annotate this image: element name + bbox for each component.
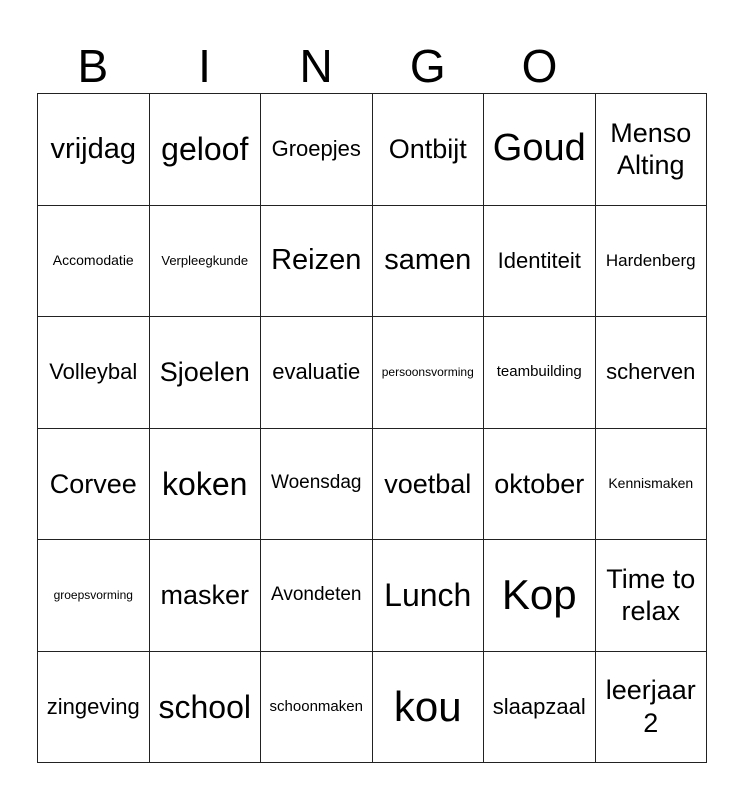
bingo-cell[interactable]: koken bbox=[150, 429, 262, 541]
bingo-cell[interactable]: samen bbox=[373, 206, 485, 318]
bingo-cell[interactable]: Goud bbox=[484, 94, 596, 206]
header-letter-o: O bbox=[521, 40, 558, 92]
bingo-cell[interactable]: Lunch bbox=[373, 540, 485, 652]
bingo-cell[interactable]: Identiteit bbox=[484, 206, 596, 318]
bingo-cell[interactable]: voetbal bbox=[373, 429, 485, 541]
bingo-cell[interactable]: schoonmaken bbox=[261, 652, 373, 764]
bingo-cell[interactable]: Hardenberg bbox=[596, 206, 708, 318]
header-letter-b: B bbox=[77, 40, 109, 92]
bingo-cell[interactable]: oktober bbox=[484, 429, 596, 541]
bingo-cell[interactable]: zingeving bbox=[38, 652, 150, 764]
bingo-cell[interactable]: Kop bbox=[484, 540, 596, 652]
bingo-cell[interactable]: groepsvorming bbox=[38, 540, 150, 652]
bingo-cell[interactable]: Menso Alting bbox=[596, 94, 708, 206]
bingo-grid bbox=[37, 93, 707, 763]
bingo-cell[interactable]: geloof bbox=[150, 94, 262, 206]
bingo-cell[interactable]: Corvee bbox=[38, 429, 150, 541]
bingo-cell[interactable]: Woensdag bbox=[261, 429, 373, 541]
bingo-cell[interactable]: Kennismaken bbox=[596, 429, 708, 541]
bingo-cell[interactable]: Avondeten bbox=[261, 540, 373, 652]
bingo-cell[interactable]: Groepjes bbox=[261, 94, 373, 206]
bingo-header bbox=[37, 38, 707, 94]
bingo-cell[interactable]: persoonsvorming bbox=[373, 317, 485, 429]
bingo-cell[interactable]: kou bbox=[373, 652, 485, 764]
header-letter-i: I bbox=[198, 40, 211, 92]
header-letter-g: G bbox=[409, 40, 446, 92]
bingo-cell[interactable]: slaapzaal bbox=[484, 652, 596, 764]
bingo-cell[interactable]: evaluatie bbox=[261, 317, 373, 429]
bingo-cell[interactable]: Accomodatie bbox=[38, 206, 150, 318]
bingo-cell[interactable]: Sjoelen bbox=[150, 317, 262, 429]
bingo-cell[interactable]: Volleybal bbox=[38, 317, 150, 429]
bingo-cell[interactable]: Time to relax bbox=[596, 540, 708, 652]
bingo-cell[interactable]: masker bbox=[150, 540, 262, 652]
bingo-cell[interactable]: Verpleegkunde bbox=[150, 206, 262, 318]
bingo-cell[interactable]: school bbox=[150, 652, 262, 764]
bingo-cell[interactable]: leerjaar 2 bbox=[596, 652, 708, 764]
header-letter-n: N bbox=[299, 40, 333, 92]
bingo-cell[interactable]: scherven bbox=[596, 317, 708, 429]
bingo-cell[interactable]: Ontbijt bbox=[373, 94, 485, 206]
bingo-cell[interactable]: teambuilding bbox=[484, 317, 596, 429]
bingo-cell[interactable]: vrijdag bbox=[38, 94, 150, 206]
bingo-cell[interactable]: Reizen bbox=[261, 206, 373, 318]
